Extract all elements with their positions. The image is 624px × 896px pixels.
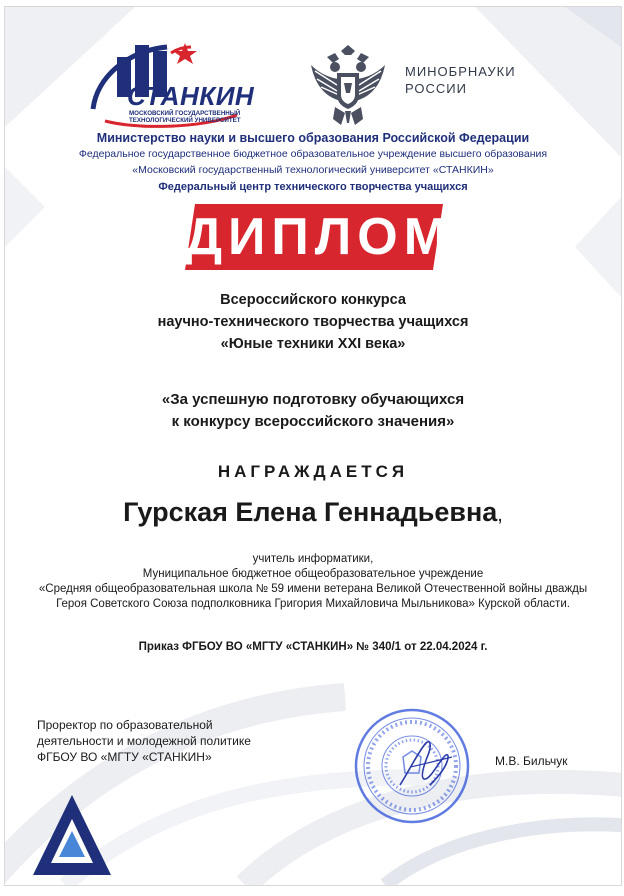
order-reference: Приказ ФГБОУ ВО «МГТУ «СТАНКИН» № 340/1 от 22.04.2024 г. [138,641,488,653]
org-line-2: Федеральное государственное бюджетное образовательное учреждение высшего образования [78,148,548,160]
recipient-name-line [5,497,621,528]
diploma-banner [185,204,454,270]
russian-coat-of-arms-icon [305,45,391,129]
diploma-title: ДИПЛОМ [185,208,454,266]
handwritten-signature-icon [390,729,460,799]
stankin-logo [87,37,257,132]
nomination-block [5,389,621,433]
recipient-name: Гурская Елена Геннадьевна [123,497,498,527]
ministry-logo-text [405,63,516,97]
contest-line-2: научно-технического творчества учащихся [157,314,469,330]
contest-block [5,289,621,355]
recipient-name-suffix: , [497,504,503,526]
signer-line-3: ФГБОУ ВО «МГТУ «СТАНКИН» [37,750,212,764]
signer-name: М.В. Бильчук [495,754,568,768]
ministry-line-1: МИНОБРНАУКИ [405,64,516,79]
contest-line-1: Всероссийского конкурса [220,292,406,308]
diploma-page [4,6,622,886]
recipient-details [5,552,621,612]
signer-line-1: Проректор по образовательной [37,718,213,732]
ministry-line-2: РОССИИ [405,81,467,96]
stankin-logo-subtitle-1: МОСКОВСКИЙ ГОСУДАРСТВЕННЫЙ [129,110,241,117]
details-line-2: Муниципальное бюджетное общеобразовательное учреждение [142,568,484,580]
org-line-3: «Московский государственный технологический университет «СТАНКИН» [132,164,494,176]
awarded-label: НАГРАЖДАЕТСЯ [217,462,409,481]
stankin-logo-subtitle-2: ТЕХНОЛОГИЧЕСКИЙ УНИВЕРСИТЕТ [129,117,241,124]
signer-block [37,717,251,765]
details-line-4: Героя Советского Союза подполковника Григория Михайловича Мыльникова» Курской области. [56,598,570,610]
stankin-logo-text: СТАНКИН [127,81,255,111]
org-line-4: Федеральный центр технического творчества учащихся [158,181,468,193]
signer-line-2: деятельности и молодежной политике [37,734,251,748]
org-line-1: Министерство науки и высшего образования Российской Федерации [96,131,530,145]
nomination-line-1: «За успешную подготовку обучающихся [161,391,465,408]
contest-line-3: «Юные техники XXI века» [220,336,406,352]
nomination-line-2: к конкурсу всероссийского значения» [171,413,455,430]
details-line-3: «Средняя общеобразовательная школа № 59 имени ветерана Великой Отечественной войны дважды [38,583,588,595]
stankin-triangle-icon [27,789,117,879]
details-line-1: учитель информатики, [252,553,374,565]
